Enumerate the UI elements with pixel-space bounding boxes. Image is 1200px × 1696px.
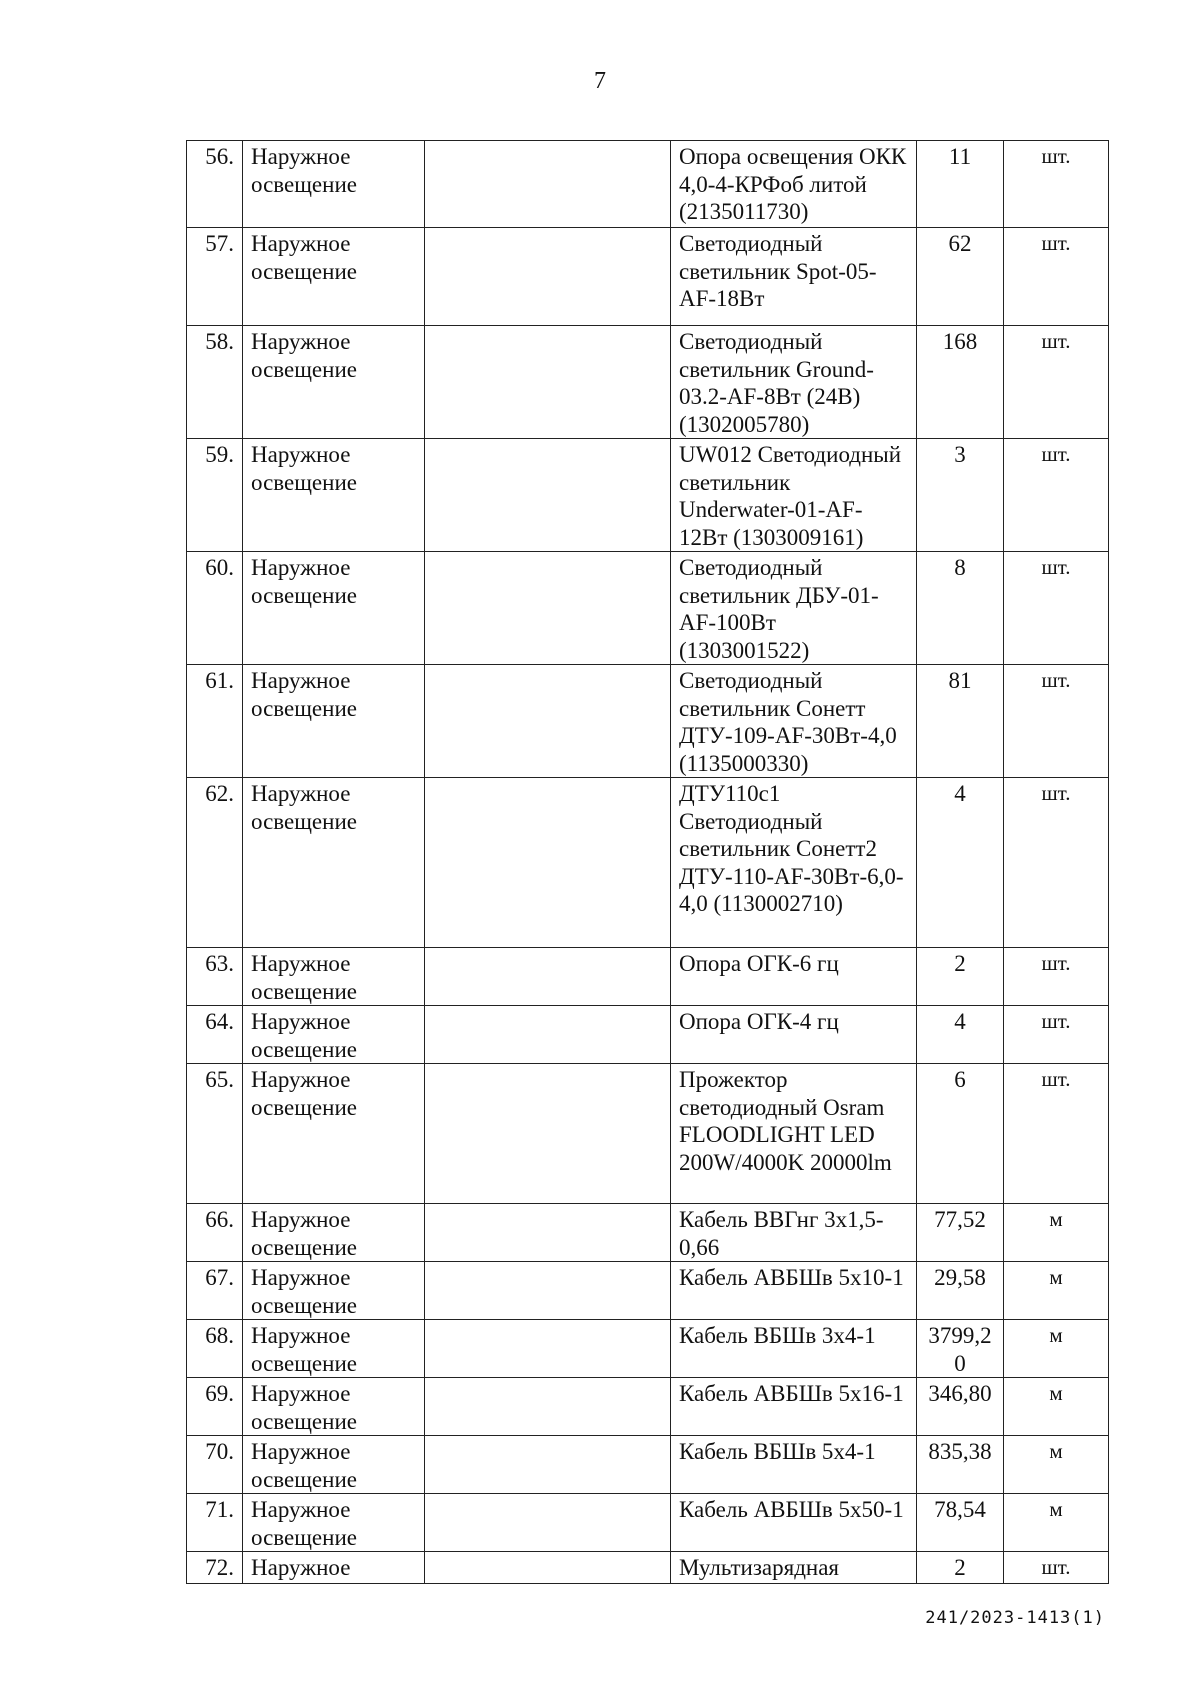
row-item-name: ДТУ110с1 Светодиодный светильник Сонетт2 ДТУ-110-AF-30Вт-6,0-4,0 (1130002710)	[671, 778, 917, 948]
row-category: Наружное освещение	[243, 665, 425, 778]
row-empty-cell	[425, 665, 671, 778]
row-category: Наружное освещение	[243, 1320, 425, 1378]
row-quantity: 78,54	[917, 1494, 1004, 1552]
row-empty-cell	[425, 1494, 671, 1552]
row-item-name: Светодиодный светильник Сонетт ДТУ-109-AF-30Вт-4,0 (1135000330)	[671, 665, 917, 778]
row-empty-cell	[425, 1262, 671, 1320]
table-row	[187, 778, 1109, 948]
row-unit: шт.	[1004, 948, 1109, 1006]
row-item-name: Кабель АВБШв 5х10-1	[671, 1262, 917, 1320]
row-number: 67.	[187, 1262, 243, 1320]
row-number: 64.	[187, 1006, 243, 1064]
row-unit: шт.	[1004, 141, 1109, 228]
row-category: Наружное освещение	[243, 552, 425, 665]
row-number: 63.	[187, 948, 243, 1006]
row-item-name: Кабель ВВГнг 3х1,5-0,66	[671, 1204, 917, 1262]
page-number: 7	[594, 68, 606, 94]
row-quantity: 29,58	[917, 1262, 1004, 1320]
row-empty-cell	[425, 552, 671, 665]
table-row	[187, 665, 1109, 778]
row-empty-cell	[425, 948, 671, 1006]
row-quantity: 62	[917, 228, 1004, 326]
row-unit: м	[1004, 1378, 1109, 1436]
row-number: 57.	[187, 228, 243, 326]
row-empty-cell	[425, 439, 671, 552]
row-quantity: 3799,20	[917, 1320, 1004, 1378]
row-unit: м	[1004, 1494, 1109, 1552]
row-number: 66.	[187, 1204, 243, 1262]
row-item-name: Опора освещения ОКК 4,0-4-КРФоб литой (2135011730)	[671, 141, 917, 228]
row-quantity: 3	[917, 439, 1004, 552]
row-empty-cell	[425, 1064, 671, 1204]
row-quantity: 346,80	[917, 1378, 1004, 1436]
table-row	[187, 326, 1109, 439]
row-category: Наружное освещение	[243, 778, 425, 948]
row-unit: шт.	[1004, 1006, 1109, 1064]
row-item-name: Кабель ВБШв 5х4-1	[671, 1436, 917, 1494]
row-category: Наружное освещение	[243, 326, 425, 439]
row-unit: шт.	[1004, 326, 1109, 439]
row-quantity: 77,52	[917, 1204, 1004, 1262]
row-category: Наружное освещение	[243, 1378, 425, 1436]
row-empty-cell	[425, 228, 671, 326]
row-unit: шт.	[1004, 439, 1109, 552]
row-category: Наружное освещение	[243, 1204, 425, 1262]
row-number: 56.	[187, 141, 243, 228]
row-number: 60.	[187, 552, 243, 665]
row-item-name: Кабель АВБШв 5х16-1	[671, 1378, 917, 1436]
row-empty-cell	[425, 1006, 671, 1064]
row-quantity: 4	[917, 1006, 1004, 1064]
specification-table	[186, 140, 1109, 1584]
row-category: Наружное освещение	[243, 228, 425, 326]
row-category: Наружное освещение	[243, 948, 425, 1006]
row-unit: шт.	[1004, 1552, 1109, 1584]
row-number: 70.	[187, 1436, 243, 1494]
row-quantity: 2	[917, 1552, 1004, 1584]
row-category: Наружное освещение	[243, 1262, 425, 1320]
table-row	[187, 1494, 1109, 1552]
row-category: Наружное освещение	[243, 1436, 425, 1494]
row-empty-cell	[425, 1552, 671, 1584]
row-item-name: Светодиодный светильник ДБУ-01-AF-100Вт (1303001522)	[671, 552, 917, 665]
table-row	[187, 1320, 1109, 1378]
table-row	[187, 141, 1109, 228]
document-code: 241/2023-1413(1)	[925, 1608, 1105, 1628]
row-number: 69.	[187, 1378, 243, 1436]
row-item-name: Прожектор светодиодный Osram FLOODLIGHT LED 200W/4000K 20000lm	[671, 1064, 917, 1204]
table-row	[187, 228, 1109, 326]
row-category: Наружное освещение	[243, 1006, 425, 1064]
table-row	[187, 1006, 1109, 1064]
row-item-name: Светодиодный светильник Spot-05-AF-18Вт	[671, 228, 917, 326]
row-number: 65.	[187, 1064, 243, 1204]
row-item-name: Светодиодный светильник Ground-03.2-AF-8Вт (24В) (1302005780)	[671, 326, 917, 439]
table-row	[187, 1064, 1109, 1204]
table-row	[187, 439, 1109, 552]
row-quantity: 835,38	[917, 1436, 1004, 1494]
row-item-name: UW012 Светодиодный светильник Underwater-01-AF-12Вт (1303009161)	[671, 439, 917, 552]
row-empty-cell	[425, 1436, 671, 1494]
table-row	[187, 1378, 1109, 1436]
row-item-name: Опора ОГК-6 гц	[671, 948, 917, 1006]
row-unit: м	[1004, 1320, 1109, 1378]
row-unit: шт.	[1004, 1064, 1109, 1204]
row-empty-cell	[425, 141, 671, 228]
row-unit: шт.	[1004, 552, 1109, 665]
row-quantity: 6	[917, 1064, 1004, 1204]
row-quantity: 81	[917, 665, 1004, 778]
row-quantity: 11	[917, 141, 1004, 228]
row-category: Наружное освещение	[243, 1064, 425, 1204]
table-row	[187, 1262, 1109, 1320]
row-empty-cell	[425, 326, 671, 439]
row-unit: м	[1004, 1262, 1109, 1320]
row-item-name: Мультизарядная	[671, 1552, 917, 1584]
row-empty-cell	[425, 1378, 671, 1436]
row-item-name: Опора ОГК-4 гц	[671, 1006, 917, 1064]
table-body	[187, 141, 1109, 1584]
row-quantity: 168	[917, 326, 1004, 439]
row-unit: шт.	[1004, 665, 1109, 778]
table-row	[187, 1552, 1109, 1584]
row-quantity: 2	[917, 948, 1004, 1006]
row-number: 62.	[187, 778, 243, 948]
row-empty-cell	[425, 778, 671, 948]
row-number: 59.	[187, 439, 243, 552]
table-row	[187, 1204, 1109, 1262]
row-quantity: 4	[917, 778, 1004, 948]
row-number: 72.	[187, 1552, 243, 1584]
row-unit: м	[1004, 1436, 1109, 1494]
row-item-name: Кабель АВБШв 5х50-1	[671, 1494, 917, 1552]
row-category: Наружное	[243, 1552, 425, 1584]
row-empty-cell	[425, 1320, 671, 1378]
row-number: 68.	[187, 1320, 243, 1378]
row-category: Наружное освещение	[243, 1494, 425, 1552]
table-row	[187, 948, 1109, 1006]
row-category: Наружное освещение	[243, 141, 425, 228]
row-unit: м	[1004, 1204, 1109, 1262]
row-empty-cell	[425, 1204, 671, 1262]
table-row	[187, 1436, 1109, 1494]
row-item-name: Кабель ВБШв 3х4-1	[671, 1320, 917, 1378]
row-number: 71.	[187, 1494, 243, 1552]
row-unit: шт.	[1004, 778, 1109, 948]
row-unit: шт.	[1004, 228, 1109, 326]
row-category: Наружное освещение	[243, 439, 425, 552]
row-quantity: 8	[917, 552, 1004, 665]
table-row	[187, 552, 1109, 665]
row-number: 61.	[187, 665, 243, 778]
row-number: 58.	[187, 326, 243, 439]
